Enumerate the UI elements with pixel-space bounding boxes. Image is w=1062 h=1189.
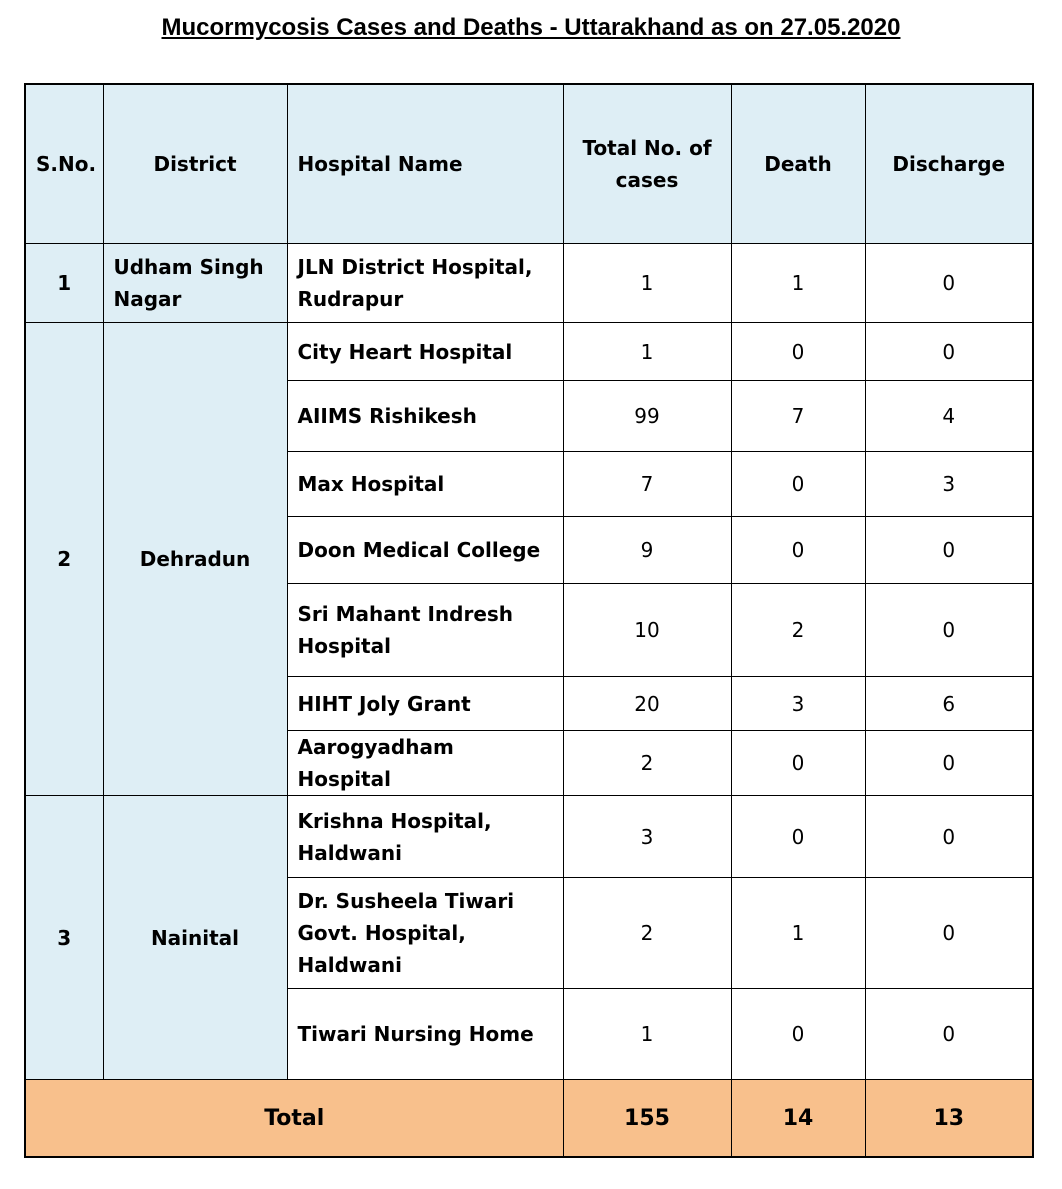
cases-cell: 20 (563, 677, 731, 731)
hospital-cell: Dr. Susheela Tiwari Govt. Hospital, Haldwani (287, 878, 563, 989)
discharge-cell: 4 (865, 381, 1033, 452)
discharge-cell: 0 (865, 584, 1033, 677)
hospital-cell: Max Hospital (287, 452, 563, 517)
total-discharge: 13 (865, 1080, 1033, 1158)
total-row (25, 1080, 1033, 1158)
header-district: District (103, 84, 287, 244)
cases-cell: 1 (563, 323, 731, 381)
death-cell: 3 (731, 677, 865, 731)
hospital-cell: City Heart Hospital (287, 323, 563, 381)
header-total-cases: Total No. of cases (563, 84, 731, 244)
sno-cell: 3 (25, 796, 103, 1080)
cases-cell: 7 (563, 452, 731, 517)
cases-cell: 9 (563, 517, 731, 584)
cases-cell: 1 (563, 244, 731, 323)
death-cell: 7 (731, 381, 865, 452)
district-cell: Udham Singh Nagar (103, 244, 287, 323)
discharge-cell: 0 (865, 731, 1033, 796)
hospital-cell: Aarogyadham Hospital (287, 731, 563, 796)
sno-cell: 1 (25, 244, 103, 323)
cases-table (24, 83, 1034, 1158)
cases-cell: 10 (563, 584, 731, 677)
total-death: 14 (731, 1080, 865, 1158)
death-cell: 1 (731, 244, 865, 323)
cases-cell: 2 (563, 878, 731, 989)
hospital-cell: Krishna Hospital, Haldwani (287, 796, 563, 878)
discharge-cell: 0 (865, 517, 1033, 584)
death-cell: 1 (731, 878, 865, 989)
header-sno: S.No. (25, 84, 103, 244)
table-row (25, 796, 1033, 878)
death-cell: 0 (731, 323, 865, 381)
hospital-cell: Tiwari Nursing Home (287, 989, 563, 1080)
header-death: Death (731, 84, 865, 244)
death-cell: 0 (731, 452, 865, 517)
discharge-cell: 0 (865, 989, 1033, 1080)
death-cell: 0 (731, 517, 865, 584)
death-cell: 0 (731, 796, 865, 878)
district-cell: Nainital (103, 796, 287, 1080)
hospital-cell: AIIMS Rishikesh (287, 381, 563, 452)
discharge-cell: 3 (865, 452, 1033, 517)
cases-cell: 99 (563, 381, 731, 452)
hospital-cell: JLN District Hospital, Rudrapur (287, 244, 563, 323)
total-label: Total (25, 1080, 563, 1158)
page-title: Mucormycosis Cases and Deaths - Uttarakhand as on 27.05.2020 (161, 14, 901, 41)
header-row (25, 84, 1033, 244)
discharge-cell: 0 (865, 796, 1033, 878)
sno-cell: 2 (25, 323, 103, 796)
discharge-cell: 6 (865, 677, 1033, 731)
table-row (25, 323, 1033, 381)
total-cases: 155 (563, 1080, 731, 1158)
cases-cell: 3 (563, 796, 731, 878)
table-row (25, 244, 1033, 323)
cases-cell: 2 (563, 731, 731, 796)
cases-cell: 1 (563, 989, 731, 1080)
death-cell: 0 (731, 731, 865, 796)
header-discharge: Discharge (865, 84, 1033, 244)
discharge-cell: 0 (865, 323, 1033, 381)
discharge-cell: 0 (865, 244, 1033, 323)
hospital-cell: Doon Medical College (287, 517, 563, 584)
death-cell: 0 (731, 989, 865, 1080)
death-cell: 2 (731, 584, 865, 677)
header-hospital: Hospital Name (287, 84, 563, 244)
hospital-cell: HIHT Joly Grant (287, 677, 563, 731)
discharge-cell: 0 (865, 878, 1033, 989)
district-cell: Dehradun (103, 323, 287, 796)
hospital-cell: Sri Mahant Indresh Hospital (287, 584, 563, 677)
